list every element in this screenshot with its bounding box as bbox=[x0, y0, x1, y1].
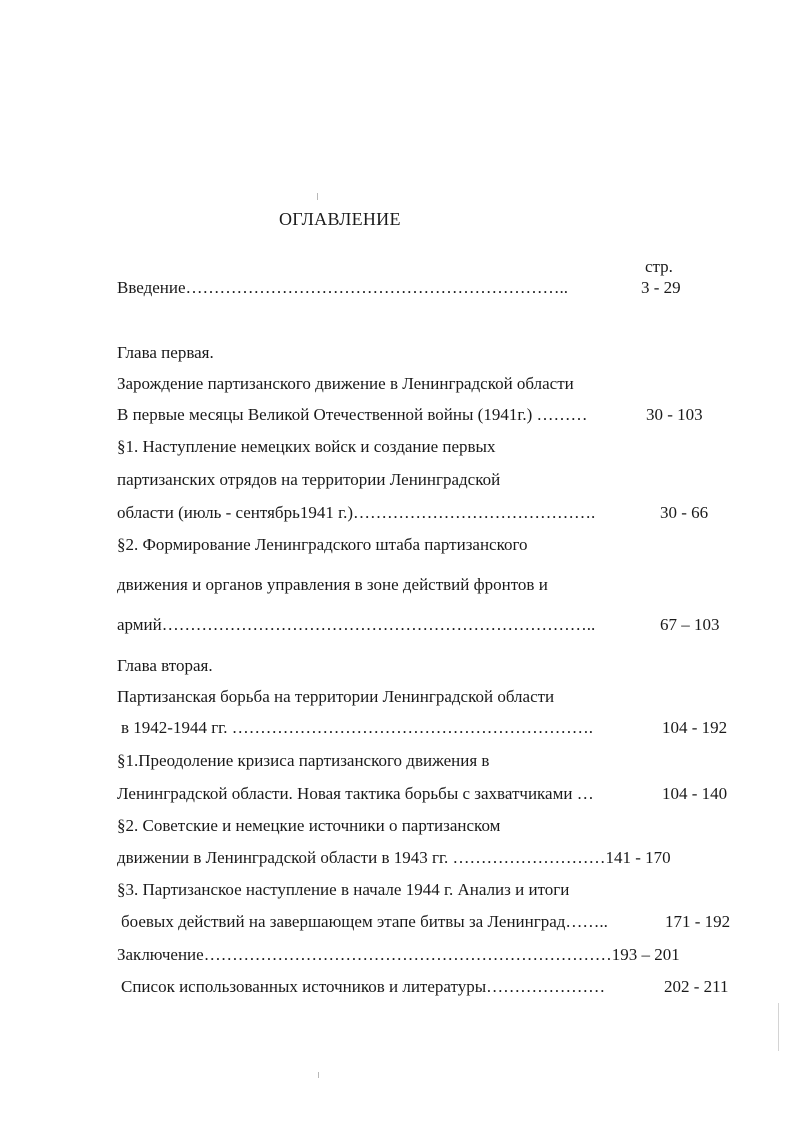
chapter-title-line: Партизанская борьба на территории Ленинградской области bbox=[117, 687, 555, 706]
section-title-line: партизанских отрядов на территории Ленинградской bbox=[117, 470, 501, 489]
toc-entry-pages: 30 - 66 bbox=[660, 503, 709, 522]
toc-entry-text: в 1942-1944 гг. ………………………………………………………. bbox=[121, 718, 593, 737]
chapter-heading: Глава первая. bbox=[117, 343, 214, 362]
toc-entry-text: боевых действий на завершающем этапе битвы за Ленинград…….. bbox=[121, 912, 608, 931]
toc-entry-text: Ленинградской области. Новая тактика борьбы с захватчиками … bbox=[117, 784, 594, 803]
toc-entry-pages: 3 - 29 bbox=[641, 278, 681, 297]
section-title-line: §2. Формирование Ленинградского штаба партизанского bbox=[117, 535, 528, 554]
section-title-line: §2. Советские и немецкие источники о партизанском bbox=[117, 816, 501, 835]
toc-entry-text: армий………………………………………………………………….. bbox=[117, 615, 596, 634]
scan-edge-mark bbox=[778, 1003, 779, 1051]
toc-entry-pages: 104 - 140 bbox=[662, 784, 728, 803]
toc-entry-pages: 30 - 103 bbox=[646, 405, 703, 424]
page-column-header: стр. bbox=[645, 257, 673, 276]
section-title-line: §3. Партизанское наступление в начале 1944 г. Анализ и итоги bbox=[117, 880, 570, 899]
scan-speck bbox=[318, 1072, 319, 1078]
toc-entry-text: В первые месяцы Великой Отечественной войны (1941г.) ……… bbox=[117, 405, 588, 424]
toc-entry-text: Введение………………………………………………………….. bbox=[117, 278, 569, 297]
toc-entry-text: движении в Ленинградской области в 1943 гг. ………………………141 - 170 bbox=[117, 848, 671, 867]
toc-title: ОГЛАВЛЕНИЕ bbox=[279, 209, 401, 229]
toc-entry-pages: 171 - 192 bbox=[665, 912, 731, 931]
section-title-line: §1. Наступление немецких войск и создание первых bbox=[117, 437, 496, 456]
chapter-heading: Глава вторая. bbox=[117, 656, 213, 675]
toc-entry-text: Список использованных источников и литературы………………… bbox=[121, 977, 606, 996]
section-title-line: движения и органов управления в зоне действий фронтов и bbox=[117, 575, 548, 594]
section-title-line: §1.Преодоление кризиса партизанского движения в bbox=[117, 751, 490, 770]
toc-entry-pages: 67 – 103 bbox=[660, 615, 720, 634]
chapter-title-line: Зарождение партизанского движение в Ленинградской области bbox=[117, 374, 574, 393]
toc-entry-text: области (июль - сентябрь1941 г.)……………………………………. bbox=[117, 503, 596, 522]
scan-speck bbox=[317, 193, 318, 200]
toc-entry-text: Заключение………………………………………………………………193 – 201 bbox=[117, 945, 680, 964]
toc-entry-pages: 202 - 211 bbox=[664, 977, 729, 996]
toc-entry-pages: 104 - 192 bbox=[662, 718, 728, 737]
